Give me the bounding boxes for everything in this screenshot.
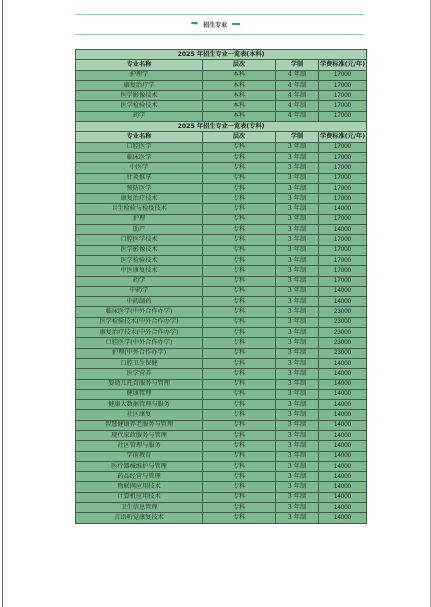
major-name-cell: 口腔医学技术 [76, 235, 203, 245]
tuition-cell: 17000 [319, 91, 367, 101]
major-name-cell: 婴幼儿托育服务与管理 [76, 379, 203, 389]
tuition-cell: 14000 [319, 410, 367, 420]
tuition-cell: 14000 [319, 204, 367, 214]
duration-cell: 3 年制 [276, 379, 319, 389]
major-name-cell: 医学影像技术 [76, 91, 203, 101]
tuition-cell: 14000 [319, 389, 367, 399]
duration-cell: 3 年制 [276, 266, 319, 276]
column-header: 专业名称 [76, 132, 203, 142]
table-row [76, 307, 367, 317]
duration-cell: 3 年制 [276, 461, 319, 471]
table-group-title-row [76, 122, 367, 132]
duration-cell: 3 年制 [276, 472, 319, 482]
level-cell: 专科 [203, 245, 276, 255]
majors-table [75, 49, 367, 524]
tuition-cell: 14000 [319, 225, 367, 235]
table-row [76, 266, 367, 276]
tuition-cell: 14000 [319, 503, 367, 513]
level-cell: 专科 [203, 317, 276, 327]
tuition-cell: 23000 [319, 328, 367, 338]
table-row [76, 328, 367, 338]
table-row [76, 492, 367, 502]
major-name-cell: 口腔卫生保健 [76, 358, 203, 368]
table-row [76, 513, 367, 523]
duration-cell: 3 年制 [276, 513, 319, 523]
tuition-cell: 17000 [319, 142, 367, 152]
tuition-cell: 17000 [319, 80, 367, 90]
tuition-cell: 14000 [319, 286, 367, 296]
duration-cell: 3 年制 [276, 451, 319, 461]
table-row [76, 420, 367, 430]
table-row [76, 183, 367, 193]
level-cell: 专科 [203, 214, 276, 224]
duration-cell: 3 年制 [276, 142, 319, 152]
duration-cell: 3 年制 [276, 317, 319, 327]
level-cell: 专科 [203, 307, 276, 317]
duration-cell: 3 年制 [276, 152, 319, 162]
duration-cell: 3 年制 [276, 255, 319, 265]
level-cell: 专科 [203, 389, 276, 399]
tuition-cell: 17000 [319, 235, 367, 245]
level-cell: 专科 [203, 194, 276, 204]
major-name-cell: 药品经营与管理 [76, 472, 203, 482]
tuition-cell: 14000 [319, 451, 367, 461]
page-title: 招生专业 [203, 21, 228, 29]
tuition-cell: 14000 [319, 369, 367, 379]
arrow-right-icon: ➡ [190, 18, 199, 29]
tuition-cell: 17000 [319, 152, 367, 162]
major-name-cell: 临床医学(中外合作办学) [76, 307, 203, 317]
table-row [76, 286, 367, 296]
table-group-title-row [76, 50, 367, 60]
table-row [76, 152, 367, 162]
table-row [76, 235, 367, 245]
duration-cell: 3 年制 [276, 338, 319, 348]
table-row [76, 472, 367, 482]
table-row [76, 441, 367, 451]
table-row [76, 194, 367, 204]
tuition-cell: 17000 [319, 276, 367, 286]
level-cell: 专科 [203, 328, 276, 338]
major-name-cell: 智慧健康养老服务与管理 [76, 420, 203, 430]
duration-cell: 3 年制 [276, 441, 319, 451]
header-top-rule [75, 14, 364, 15]
major-name-cell: 中医康复技术 [76, 266, 203, 276]
tuition-cell: 14000 [319, 358, 367, 368]
duration-cell: 3 年制 [276, 358, 319, 368]
major-name-cell: 药学 [76, 111, 203, 121]
major-name-cell: 口腔医学(中外合作办学) [76, 338, 203, 348]
major-name-cell: 卫生信息管理 [76, 503, 203, 513]
duration-cell: 3 年制 [276, 492, 319, 502]
table-row [76, 245, 367, 255]
tuition-cell: 14000 [319, 513, 367, 523]
table-row [76, 400, 367, 410]
column-header: 学费标准(元/年) [319, 60, 367, 70]
duration-cell: 3 年制 [276, 369, 319, 379]
duration-cell: 3 年制 [276, 183, 319, 193]
duration-cell: 3 年制 [276, 286, 319, 296]
table-row [76, 276, 367, 286]
major-name-cell: 健康管理 [76, 389, 203, 399]
column-header: 学费标准(元/年) [319, 132, 367, 142]
table-row [76, 163, 367, 173]
major-name-cell: 护理学 [76, 70, 203, 80]
tuition-cell: 14000 [319, 472, 367, 482]
major-name-cell: 康复治疗技术(中外合作办学) [76, 328, 203, 338]
duration-cell: 3 年制 [276, 297, 319, 307]
level-cell: 专科 [203, 338, 276, 348]
level-cell: 专科 [203, 369, 276, 379]
table-row [76, 173, 367, 183]
level-cell: 专科 [203, 152, 276, 162]
major-name-cell: 预防医学 [76, 183, 203, 193]
duration-cell: 4 年制 [276, 70, 319, 80]
table-row [76, 255, 367, 265]
table-row [76, 369, 367, 379]
level-cell: 专科 [203, 235, 276, 245]
level-cell: 专科 [203, 142, 276, 152]
table-row [76, 101, 367, 111]
duration-cell: 4 年制 [276, 91, 319, 101]
column-header: 专业名称 [76, 60, 203, 70]
tuition-cell: 14000 [319, 492, 367, 502]
duration-cell: 3 年制 [276, 503, 319, 513]
duration-cell: 3 年制 [276, 173, 319, 183]
major-name-cell: 医学营养 [76, 369, 203, 379]
table-row [76, 482, 367, 492]
tuition-cell: 14000 [319, 441, 367, 451]
tuition-cell: 14000 [319, 482, 367, 492]
table-row [76, 142, 367, 152]
duration-cell: 3 年制 [276, 420, 319, 430]
duration-cell: 3 年制 [276, 400, 319, 410]
major-name-cell: 中药制药 [76, 297, 203, 307]
duration-cell: 4 年制 [276, 80, 319, 90]
tuition-cell: 17000 [319, 255, 367, 265]
tuition-cell: 14000 [319, 430, 367, 440]
tuition-cell: 17000 [319, 111, 367, 121]
table-row [76, 503, 367, 513]
tuition-cell: 23000 [319, 348, 367, 358]
level-cell: 专科 [203, 183, 276, 193]
level-cell: 本科 [203, 111, 276, 121]
table-row [76, 338, 367, 348]
major-name-cell: 言语听觉康复技术 [76, 513, 203, 523]
level-cell: 专科 [203, 379, 276, 389]
duration-cell: 3 年制 [276, 194, 319, 204]
major-name-cell: 护理 [76, 214, 203, 224]
table-row [76, 214, 367, 224]
level-cell: 专科 [203, 225, 276, 235]
tuition-cell: 17000 [319, 70, 367, 80]
major-name-cell: 现代家政服务与管理 [76, 430, 203, 440]
level-cell: 专科 [203, 297, 276, 307]
page-border-left [2, 0, 3, 607]
table-row [76, 70, 367, 80]
table-row [76, 225, 367, 235]
dash-icon [232, 23, 240, 25]
duration-cell: 3 年制 [276, 204, 319, 214]
duration-cell: 3 年制 [276, 348, 319, 358]
table-row [76, 317, 367, 327]
level-cell: 专科 [203, 266, 276, 276]
section-header [0, 16, 431, 32]
header-bottom-rule [75, 34, 364, 35]
duration-cell: 4 年制 [276, 101, 319, 111]
table-row [76, 461, 367, 471]
table-row [76, 451, 367, 461]
duration-cell: 3 年制 [276, 307, 319, 317]
level-cell: 专科 [203, 451, 276, 461]
level-cell: 本科 [203, 101, 276, 111]
table-row [76, 358, 367, 368]
table-header-row [76, 132, 367, 142]
table-group-title: 2025 年招生专业一览表(专科) [76, 122, 367, 132]
duration-cell: 4 年制 [276, 111, 319, 121]
table-header-row [76, 60, 367, 70]
duration-cell: 3 年制 [276, 225, 319, 235]
duration-cell: 3 年制 [276, 214, 319, 224]
level-cell: 本科 [203, 91, 276, 101]
table-row [76, 111, 367, 121]
level-cell: 专科 [203, 461, 276, 471]
table-row [76, 430, 367, 440]
tuition-cell: 14000 [319, 420, 367, 430]
duration-cell: 3 年制 [276, 389, 319, 399]
level-cell: 专科 [203, 400, 276, 410]
duration-cell: 3 年制 [276, 410, 319, 420]
major-name-cell: 社区康复 [76, 410, 203, 420]
tuition-cell: 14000 [319, 379, 367, 389]
column-header: 学制 [276, 132, 319, 142]
major-name-cell: 中医学 [76, 163, 203, 173]
tuition-cell: 17000 [319, 214, 367, 224]
duration-cell: 3 年制 [276, 328, 319, 338]
duration-cell: 3 年制 [276, 276, 319, 286]
table-row [76, 410, 367, 420]
level-cell: 专科 [203, 348, 276, 358]
major-name-cell: 护理(中外合作办学) [76, 348, 203, 358]
table-row [76, 389, 367, 399]
tuition-cell: 17000 [319, 183, 367, 193]
tuition-cell: 17000 [319, 266, 367, 276]
level-cell: 专科 [203, 492, 276, 502]
duration-cell: 3 年制 [276, 482, 319, 492]
major-name-cell: 医学检验技术 [76, 255, 203, 265]
major-name-cell: 计算机应用技术 [76, 492, 203, 502]
level-cell: 专科 [203, 420, 276, 430]
level-cell: 专科 [203, 513, 276, 523]
major-name-cell: 学前教育 [76, 451, 203, 461]
level-cell: 专科 [203, 503, 276, 513]
tuition-cell: 23000 [319, 338, 367, 348]
level-cell: 本科 [203, 70, 276, 80]
major-name-cell: 康复治疗技术 [76, 194, 203, 204]
major-name-cell: 医疗器械维护与管理 [76, 461, 203, 471]
major-name-cell: 药学 [76, 276, 203, 286]
table-row [76, 297, 367, 307]
level-cell: 本科 [203, 80, 276, 90]
major-name-cell: 健康大数据管理与服务 [76, 400, 203, 410]
column-header: 层次 [203, 132, 276, 142]
tuition-cell: 23000 [319, 317, 367, 327]
major-name-cell: 康复治疗学 [76, 80, 203, 90]
table-row [76, 204, 367, 214]
major-name-cell: 医学检验技术(中外合作办学) [76, 317, 203, 327]
tuition-cell: 17000 [319, 163, 367, 173]
table-group-title: 2025 年招生专业一览表(本科) [76, 50, 367, 60]
level-cell: 专科 [203, 204, 276, 214]
table-row [76, 80, 367, 90]
tuition-cell: 17000 [319, 194, 367, 204]
level-cell: 专科 [203, 441, 276, 451]
major-name-cell: 口腔医学 [76, 142, 203, 152]
tuition-cell: 14000 [319, 461, 367, 471]
column-header: 层次 [203, 60, 276, 70]
table-row [76, 91, 367, 101]
level-cell: 专科 [203, 286, 276, 296]
level-cell: 专科 [203, 358, 276, 368]
level-cell: 专科 [203, 163, 276, 173]
duration-cell: 3 年制 [276, 430, 319, 440]
tuition-cell: 17000 [319, 101, 367, 111]
major-name-cell: 社区管理与服务 [76, 441, 203, 451]
table-row [76, 348, 367, 358]
level-cell: 专科 [203, 173, 276, 183]
level-cell: 专科 [203, 472, 276, 482]
major-name-cell: 助产 [76, 225, 203, 235]
duration-cell: 3 年制 [276, 245, 319, 255]
level-cell: 专科 [203, 482, 276, 492]
major-name-cell: 临床医学 [76, 152, 203, 162]
majors-table-container [75, 49, 366, 524]
major-name-cell: 物联网应用技术 [76, 482, 203, 492]
tuition-cell: 23000 [319, 307, 367, 317]
tuition-cell: 14000 [319, 297, 367, 307]
tuition-cell: 17000 [319, 245, 367, 255]
duration-cell: 3 年制 [276, 235, 319, 245]
duration-cell: 3 年制 [276, 163, 319, 173]
level-cell: 专科 [203, 255, 276, 265]
table-row [76, 379, 367, 389]
major-name-cell: 针灸推拿 [76, 173, 203, 183]
column-header: 学制 [276, 60, 319, 70]
major-name-cell: 中药学 [76, 286, 203, 296]
major-name-cell: 医学影像技术 [76, 245, 203, 255]
level-cell: 专科 [203, 430, 276, 440]
tuition-cell: 14000 [319, 400, 367, 410]
level-cell: 专科 [203, 410, 276, 420]
major-name-cell: 卫生检验与检疫技术 [76, 204, 203, 214]
major-name-cell: 医学检验技术 [76, 101, 203, 111]
level-cell: 专科 [203, 276, 276, 286]
tuition-cell: 17000 [319, 173, 367, 183]
